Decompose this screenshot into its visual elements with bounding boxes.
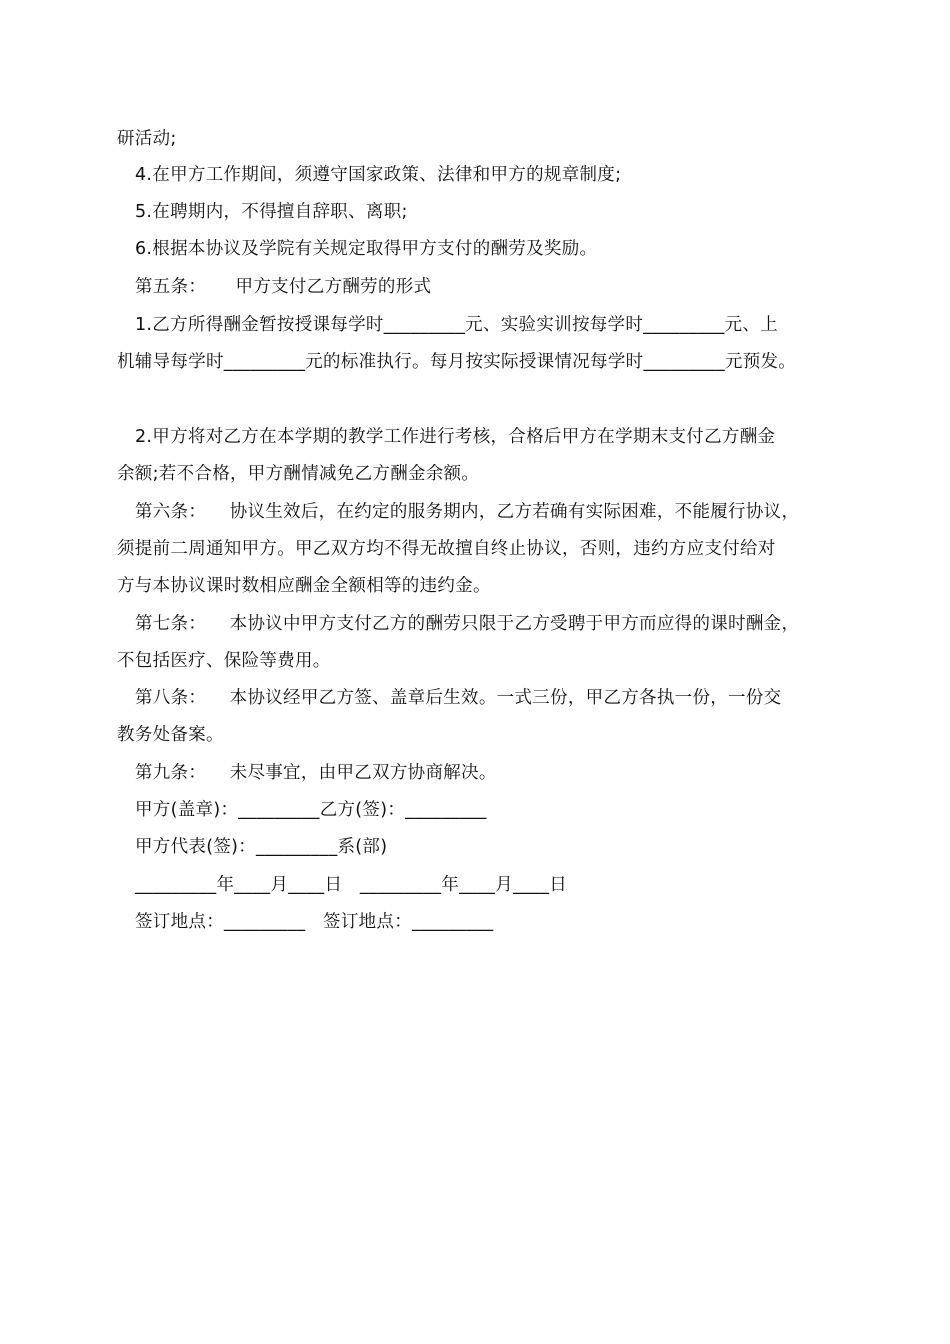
signing-place-line: 签订地点：_________ 签订地点：_________ [135, 912, 494, 932]
article-8-line-1: 第八条： 本协议经甲乙方签、盖章后生效。一式三份，甲乙方各执一份，一份交 [135, 688, 782, 708]
article-9: 第九条： 未尽事宜，由甲乙双方协商解决。 [135, 763, 497, 783]
representative-line: 甲方代表(签)：_________系(部) [135, 837, 388, 857]
article-7-line-1: 第七条： 本协议中甲方支付乙方的酬劳只限于乙方受聘于甲方而应得的课时酬金， [135, 614, 800, 634]
text-line-1: 研活动; [117, 129, 177, 149]
clause-item-4: 4.在甲方工作期间，须遵守国家政策、法律和甲方的规章制度; [135, 165, 622, 185]
article-7-line-2: 不包括医疗、保险等费用。 [117, 651, 331, 671]
article-6-line-3: 方与本协议课时数相应酬金全额相等的违约金。 [117, 576, 491, 596]
article-5-item-1-line-2: 机辅导每学时_________元的标准执行。每月按实际授课情况每学时_________元预发。 [117, 352, 797, 372]
article-5-item-1-line-1: 1.乙方所得酬金暂按授课每学时_________元、实验实训按每学时_________元、上 [135, 315, 778, 335]
clause-item-6: 6.根据本协议及学院有关规定取得甲方支付的酬劳及奖励。 [135, 239, 598, 259]
article-6-line-1: 第六条： 协议生效后，在约定的服务期内，乙方若确有实际困难，不能履行协议， [135, 502, 800, 522]
clause-item-5: 5.在聘期内，不得擅自辞职、离职; [135, 202, 408, 222]
article-5-heading: 第五条： 甲方支付乙方酬劳的形式 [135, 277, 432, 297]
signature-party-line: 甲方(盖章)：_________乙方(签)：_________ [135, 800, 487, 820]
article-5-item-2-line-1: 2.甲方将对乙方在本学期的教学工作进行考核，合格后甲方在学期末支付乙方酬金 [135, 427, 776, 447]
article-6-line-2: 须提前二周通知甲方。甲乙双方均不得无故擅自终止协议，否则，违约方应支付给对 [117, 539, 776, 559]
date-line: _________年____月____日 _________年____月____日 [135, 875, 568, 895]
article-8-line-2: 教务处备案。 [117, 725, 224, 745]
article-5-item-2-line-2: 余额;若不合格，甲方酬情减免乙方酬金余额。 [117, 464, 480, 484]
